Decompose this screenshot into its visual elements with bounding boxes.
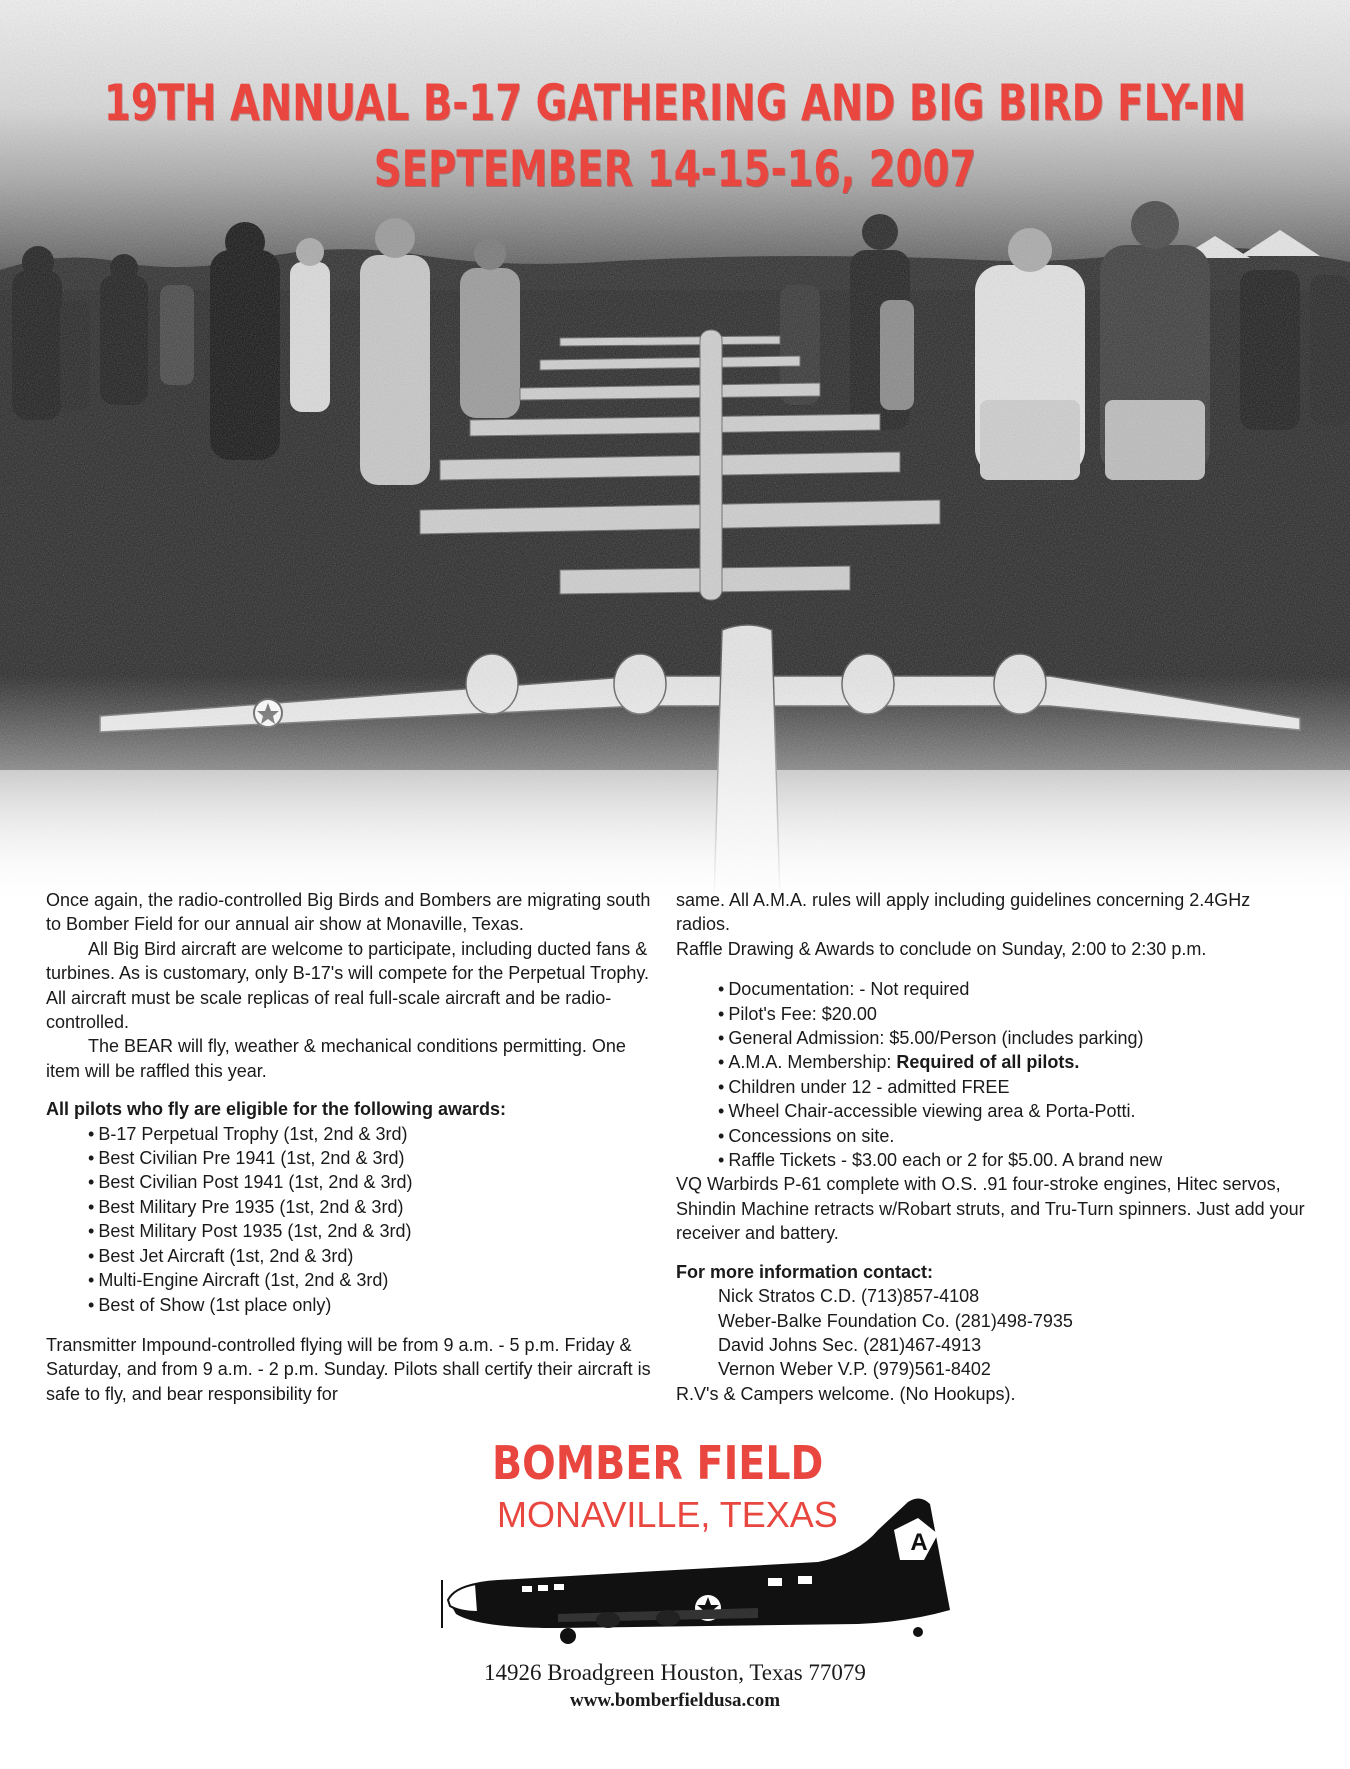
ama-label: A.M.A. Membership: [728,1052,897,1073]
participation-paragraph: All Big Bird aircraft are welcome to participate, including ducted fans & turbines. As is customary, only B-17's will compete for the Perpetual Trophy. All aircraft must be scale replicas of real full-scale aircraft and be radio-controlled. [46,938,650,1033]
ama-membership-item [676,1050,1306,1074]
bear-paragraph: The BEAR will fly, weather & mechanical conditions permitting. One item will be raffled this year. [46,1036,626,1081]
address: 14926 Broadgreen Houston, Texas 77079 [484,1660,866,1685]
logo-monaville-texas: MONAVILLE, TEXAS [497,1494,838,1535]
list-item: • General Admission: $5.00/Person (includes parking) [676,1026,1306,1050]
list-item: • Best Jet Aircraft (1st, 2nd & 3rd) [46,1244,658,1268]
raffle-tickets-item: • Raffle Tickets - $3.00 each or 2 for $5.00. A brand new [676,1148,1306,1172]
list-item: • Best Military Post 1935 (1st, 2nd & 3rd) [46,1219,658,1243]
list-item: • Best Civilian Pre 1941 (1st, 2nd & 3rd) [46,1146,658,1170]
raffle-description: VQ Warbirds P-61 complete with O.S. .91 four-stroke engines, Hitec servos, Shindin Machine retracts w/Robart struts, and Tru-Turn spinners. Just add your receiver and battery. [676,1174,1305,1244]
rv-note: R.V's & Campers welcome. (No Hookups). [676,1383,1016,1404]
awards-list [46,1122,658,1317]
list-item: • Concessions on site. [676,1124,1306,1148]
tail-letter: A [910,1529,928,1556]
rules-paragraph: same. All A.M.A. rules will apply including guidelines concerning 2.4GHz radios. [676,890,1251,935]
contact-line: Weber-Balke Foundation Co. (281)498-7935 [718,1310,1073,1331]
left-column [46,888,658,1406]
contact-line: Nick Stratos C.D. (713)857-4108 [718,1286,980,1307]
list-item: • Best of Show (1st place only) [46,1293,658,1317]
list-item: • B-17 Perpetual Trophy (1st, 2nd & 3rd) [46,1122,658,1146]
list-item: • Best Military Pre 1935 (1st, 2nd & 3rd) [46,1195,658,1219]
contact-heading: For more information contact: [676,1261,934,1282]
headline-title: 19TH ANNUAL B-17 GATHERING AND BIG BIRD FLY-IN [103,74,1247,132]
website-link[interactable]: www.bomberfieldusa.com [569,1690,781,1711]
list-item: • Wheel Chair-accessible viewing area & Porta-Potti. [676,1099,1306,1123]
ama-value: Required of all pilots. [896,1052,1080,1073]
list-item: • Documentation: - Not required [676,977,1306,1001]
list-item: • Multi-Engine Aircraft (1st, 2nd & 3rd) [46,1268,658,1292]
list-item: • Children under 12 - admitted FREE [676,1075,1306,1099]
raffle-awards-paragraph: Raffle Drawing & Awards to conclude on Sunday, 2:00 to 2:30 p.m. [676,938,1207,959]
right-column [676,888,1306,1406]
headline-dates: SEPTEMBER 14-15-16, 2007 [373,140,977,198]
logo-bomber-field: BOMBER FIELD [492,1436,824,1490]
awards-heading: All pilots who fly are eligible for the following awards: [46,1099,507,1120]
contact-line: David Johns Sec. (281)467-4913 [718,1334,982,1355]
contact-line: Vernon Weber V.P. (979)561-8402 [718,1359,991,1380]
list-item: • Pilot's Fee: $20.00 [676,1002,1306,1026]
event-facts-list [676,977,1306,1172]
intro-paragraph: Once again, the radio-controlled Big Birds and Bombers are migrating south to Bomber Field for our annual air show at Monaville, Texas. [46,890,651,935]
list-item: • Best Civilian Post 1941 (1st, 2nd & 3rd) [46,1170,658,1194]
impound-paragraph: Transmitter Impound-controlled flying will be from 9 a.m. - 5 p.m. Friday & Saturday, and from 9 a.m. - 2 p.m. Sunday. Pilots shall certify their aircraft is safe to fly, and bear responsibility for [46,1334,651,1404]
